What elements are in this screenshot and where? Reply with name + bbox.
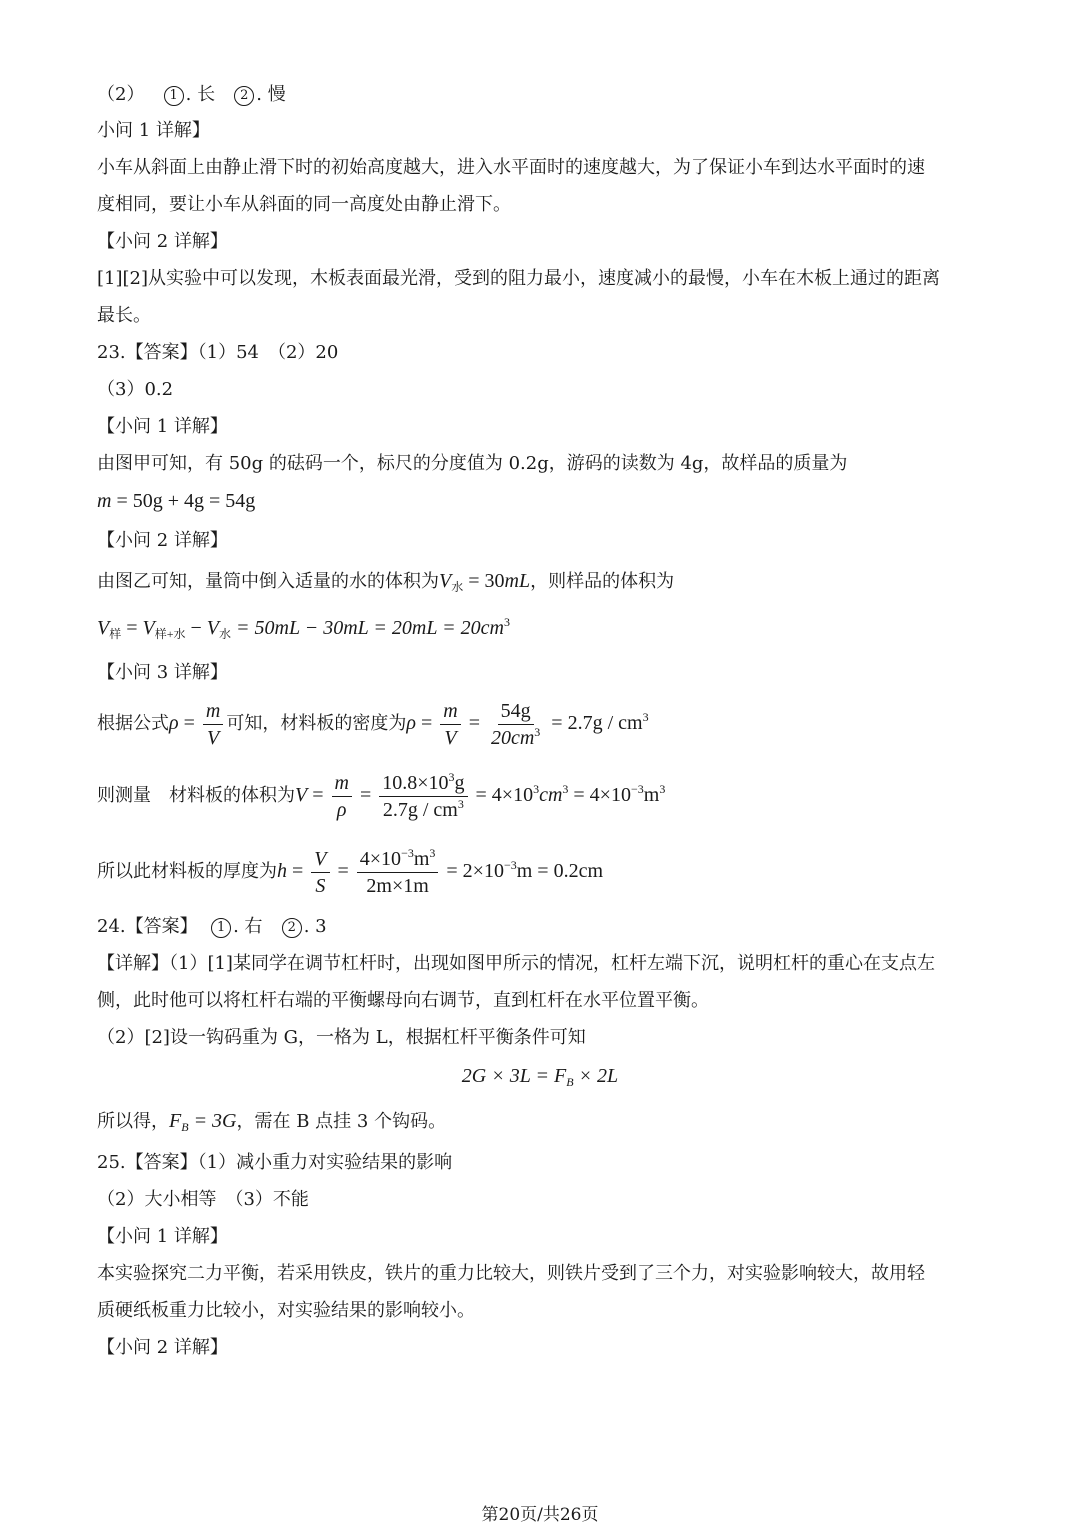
paragraph-line: 小车从斜面上由静止滑下时的初始高度越大，进入水平面时的速度越大，为了保证小车到达水平面时的速 [97, 157, 925, 178]
paragraph-line: 本实验探究二力平衡，若采用铁皮，铁片的重力比较大，则铁片受到了三个力，对实验影响较大，故用轻 [97, 1263, 925, 1284]
fraction: $\frac{m}{V}$ [203, 698, 223, 751]
fraction: $\frac{m}{V}$ [440, 698, 460, 751]
heading-q1-detail: 小问 1 详解】 [97, 120, 210, 141]
formula-lever-balance: $2G \times 3L = F_B \times 2L$ [461, 1065, 619, 1089]
paragraph-line: 最长。 [97, 305, 151, 326]
formula-volume: $V_样 = V_{样+水} - V_水 = 50mL - 30mL = 20mL = 20cm^3$ [97, 615, 510, 641]
heading-q2-detail: 【小问 2 详解】 [97, 231, 228, 252]
paragraph-line: 【详解】（1）[1]某同学在调节杠杆时，出现如图甲所示的情况，杠杆左端下沉，说明杠杆的重心在支点左 [97, 953, 935, 974]
answer-24-heading: 24.【答案】 1 . 右 2 . 3 [97, 916, 327, 937]
heading-q2-detail: 【小问 2 详解】 [97, 1337, 228, 1358]
fraction: $\frac{54g}{20cm^3}$ [490, 700, 541, 749]
heading-q2-detail: 【小问 2 详解】 [97, 530, 228, 551]
paragraph-line: 由图甲可知，有 50g 的砝码一个，标尺的分度值为 0.2g，游码的读数为 4g，故样品的质量为 [97, 453, 848, 474]
answer-23-heading: 23.【答案】（1）54 （2）20 [97, 342, 339, 363]
answer-25-heading: 25.【答案】（1）减小重力对实验结果的影响 [97, 1152, 453, 1173]
fraction: $\frac{4\times 10^{-3}m^3}{2m\times 1m}$ [357, 846, 439, 899]
page-number: 第20页/共26页 [481, 1505, 599, 1525]
answer-23-part3: （3）0.2 [97, 379, 174, 400]
paragraph-line: 所以得，$F_B = 3G$，需在 B 点挂 3 个钩码。 [97, 1110, 447, 1134]
circled-number-2: 2 [234, 86, 254, 106]
paragraph-line: 侧，此时他可以将杠杆右端的平衡螺母向右调节，直到杠杆在水平位置平衡。 [97, 990, 709, 1011]
answer-22-part2: （2） 1 . 长 2 . 慢 [97, 84, 286, 105]
paragraph-line: 质硬纸板重力比较小，对实验结果的影响较小。 [97, 1300, 475, 1321]
paragraph-line: 由图乙可知，量筒中倒入适量的水的体积为$V_水 = 30mL$，则样品的体积为 [97, 570, 675, 594]
paragraph-line: （2）[2]设一钩码重为 G，一格为 L，根据杠杆平衡条件可知 [97, 1027, 586, 1048]
circled-number-2: 2 [282, 918, 302, 938]
heading-q1-detail: 【小问 1 详解】 [97, 416, 228, 437]
formula-mass: m = 50g + 4g = 54g [97, 490, 256, 512]
heading-q3-detail: 【小问 3 详解】 [97, 662, 228, 683]
fraction: $\frac{10.8\times 10^3g}{2.7g / cm^3}$ [379, 770, 467, 823]
circled-number-1: 1 [211, 918, 231, 938]
answer-25-parts: （2）大小相等 （3）不能 [97, 1189, 309, 1210]
formula-board-volume: 则测量 材料板的体积为V = $\frac{m}{\rho}$ = $\frac{10.8\times 10^3g}{2.7g / cm^3}$ = $4\times 10^3cm^3 = 4\times 10^{-3}m^3$ [97, 770, 666, 821]
formula-thickness: 所以此材料板的厚度为h = $\frac{V}{S}$ = $\frac{4\times 10^{-3}m^3}{2m\times 1m}$ = $2\times 10^{-3}m = 0.2cm$ [97, 846, 604, 897]
fraction: $\frac{m}{\rho}$ [332, 770, 352, 823]
fraction: $\frac{V}{S}$ [311, 846, 329, 899]
circled-number-1: 1 [164, 86, 184, 106]
heading-q1-detail: 【小问 1 详解】 [97, 1226, 228, 1247]
paragraph-line: 度相同，要让小车从斜面的同一高度处由静止滑下。 [97, 194, 511, 215]
formula-density: 根据公式ρ = $\frac{m}{V}$ 可知，材料板的密度为ρ = $\frac{m}{V}$ = $\frac{54g}{20cm^3}$ = $2.7g / cm^3$ [97, 700, 649, 749]
paragraph-line: [1][2]从实验中可以发现，木板表面最光滑，受到的阻力最小，速度减小的最慢，小车在木板上通过的距离 [97, 268, 940, 289]
